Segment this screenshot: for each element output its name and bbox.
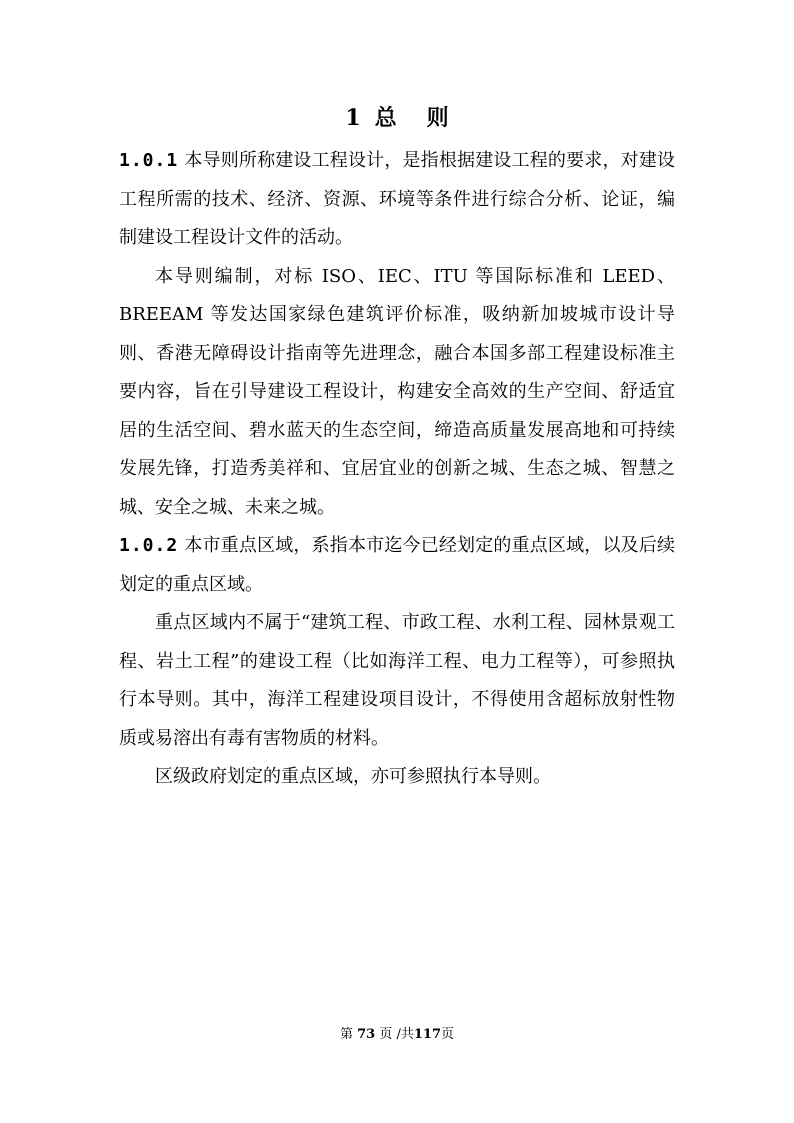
document-body (119, 142, 675, 797)
clause-number: 1.0.2 (119, 535, 179, 556)
chapter-title-word-1: 总 (374, 105, 397, 131)
footer-page-word: 页 (379, 1027, 393, 1042)
chapter-number: 1 (345, 105, 361, 131)
paragraph: 重点区域内不属于“建筑工程、市政工程、水利工程、园林景观工程、岩土工程”的建设工程（比如海洋工程、电力工程等），可参照执行本导则。其中，海洋工程建设项目设计，不得使用含超标放射性物质或易溶出有毒有害物质的材料。 (119, 612, 675, 749)
footer-separator: /共 (396, 1027, 414, 1042)
clause-1-0-2 (119, 527, 675, 604)
chapter-title (0, 102, 794, 134)
clause-number: 1.0.1 (119, 150, 179, 171)
footer-suffix: 页 (441, 1027, 455, 1042)
clause-text: 本市重点区域，系指本市迄今已经划定的重点区域，以及后续划定的重点区域。 (119, 535, 675, 595)
total-pages-number: 117 (413, 1027, 442, 1042)
paragraph: 区级政府划定的重点区域，亦可参照执行本导则。 (155, 766, 551, 787)
clause-1-0-1 (119, 142, 675, 258)
footer-prefix: 第 (339, 1027, 353, 1042)
clause-text: 本导则所称建设工程设计，是指根据建设工程的要求，对建设工程所需的技术、经济、资源、环境等条件进行综合分析、论证，编制建设工程设计文件的活动。 (119, 150, 675, 248)
current-page-number: 73 (357, 1027, 376, 1042)
page-footer (0, 1026, 794, 1044)
chapter-title-word-2: 则 (426, 105, 449, 131)
paragraph: 本导则编制，对标 ISO、IEC、ITU 等国际标准和 LEED、BREEAM 等发达国家绿色建筑评价标准，吸纳新加坡城市设计导则、香港无障碍设计指南等先进理念，融合本国多部工程建设标准主要内容，旨在引导建设工程设计，构建安全高效的生产空间、舒适宜居的生活空间、碧水蓝天的生态空间，缔造高质量发展高地和可持续发展先锋，打造秀美祥和、宜居宜业的创新之城、生态之城、智慧之城、安全之城、未来之城。 (119, 265, 675, 518)
